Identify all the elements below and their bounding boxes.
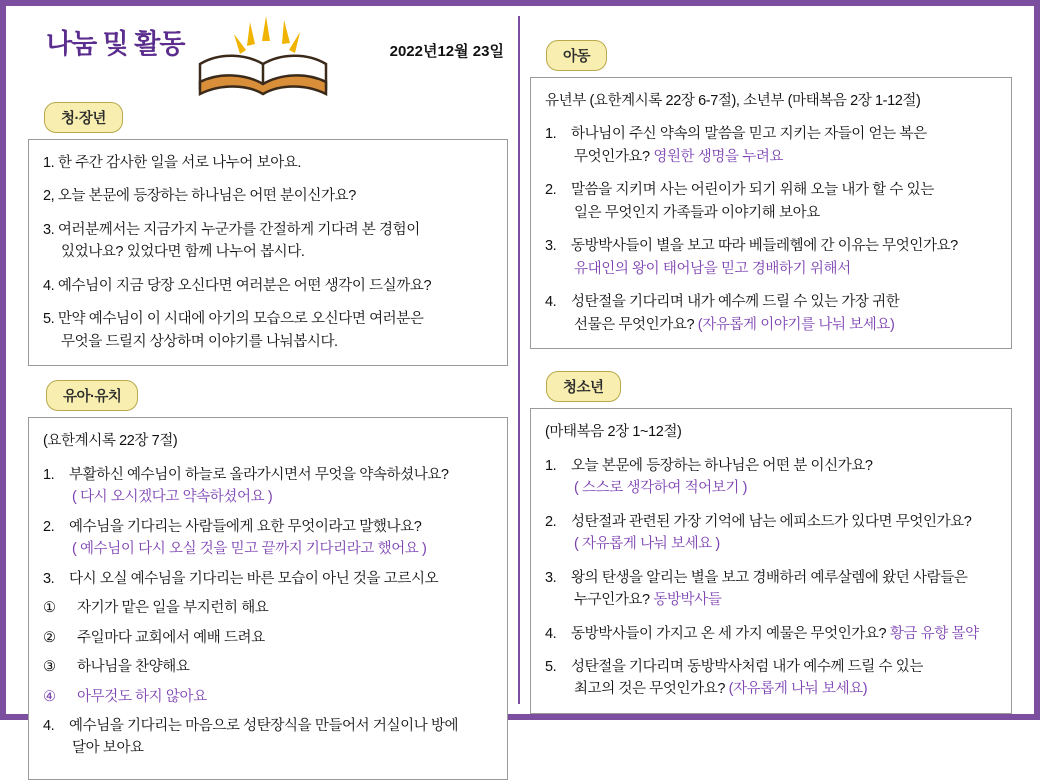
preschool-lead: (요한계시록 22장 7절)	[43, 433, 178, 450]
preschool-item-1-text: 부활하신 예수님이 하늘로 올라가시면서 무엇을 약속하셨나요?	[69, 466, 449, 483]
page-title: 나눔 및 활동	[46, 29, 185, 59]
young-adult-item-3-line2: 있었나요? 있었다면 함께 나누어 봅시다.	[61, 244, 305, 261]
section-label-children: 아동	[546, 40, 607, 71]
children-item-1-num: 1.	[545, 126, 557, 143]
list-item	[545, 123, 997, 168]
youth-item-3-line2-text: 누구인가요?	[574, 592, 650, 609]
youth-item-3-num: 3.	[545, 569, 557, 586]
young-adult-item-5-line2: 무엇을 드릴지 상상하며 이야기를 나눠봅시다.	[61, 333, 338, 350]
young-adult-item-2: 2, 오늘 본문에 등장하는 하나님은 어떤 분이신가요?	[43, 188, 356, 205]
preschool-item-2-answer: ( 예수님이 다시 오실 것을 믿고 끝까지 기다리라고 했어요 )	[72, 541, 427, 558]
section-label-preschool: 유아·유치	[46, 380, 138, 411]
young-adult-item-4: 4. 예수님이 지금 당장 오신다면 여러분은 어떤 생각이 드실까요?	[43, 277, 432, 294]
list-item	[43, 627, 493, 649]
young-adult-item-5-line1: 5. 만약 예수님이 이 시대에 아기의 모습으로 오신다면 여러분은	[43, 311, 424, 328]
children-item-4-num: 4.	[545, 294, 557, 311]
youth-item-1-num: 1.	[545, 457, 557, 474]
children-item-4-line2-text: 선물은 무엇인가요?	[574, 316, 695, 333]
preschool-list	[43, 464, 493, 760]
youth-list	[545, 455, 997, 701]
preschool-choice-1-text: 자기가 맡은 일을 부지런히 해요	[77, 600, 269, 617]
list-item	[43, 686, 493, 708]
youth-item-1-answer: ( 스스로 생각하여 적어보기 )	[574, 480, 748, 497]
list-item	[545, 455, 997, 500]
preschool-choice-4-text: 아무것도 하지 않아요	[77, 688, 207, 705]
youth-item-5-num: 5.	[545, 658, 557, 675]
youth-item-3-answer: 동방박사들	[653, 592, 722, 609]
youth-item-2-answer: ( 자유롭게 나눠 보세요 )	[574, 536, 720, 553]
youth-item-5-line1: 성탄절을 기다리며 동방박사처럼 내가 예수께 드릴 수 있는	[571, 658, 923, 675]
youth-item-3-line1: 왕의 탄생을 알리는 별을 보고 경배하러 예루살렘에 왔던 사람들은	[571, 569, 968, 586]
children-item-1-line2	[571, 146, 997, 168]
preschool-choice-2-mark: ②	[43, 629, 56, 646]
children-lead: 유년부 (요한계시록 22장 6-7절), 소년부 (마태복음 2장 1-12절)	[545, 93, 921, 109]
youth-item-2-num: 2.	[545, 513, 557, 530]
youth-item-4-line1: 동방박사들이 가지고 온 세 가지 예물은 무엇인가요?	[571, 625, 887, 642]
young-adult-item-5	[43, 308, 493, 353]
list-item	[43, 597, 493, 619]
youth-item-5-answer: (자유롭게 나눠 보세요)	[728, 681, 868, 698]
preschool-item-1-answer: ( 다시 오시겠다고 약속하셨어요 )	[72, 489, 273, 506]
children-item-2-line1: 말씀을 지키며 사는 어린이가 되기 위해 오늘 내가 할 수 있는	[571, 182, 934, 199]
preschool-choice-2-text: 주일마다 교회에서 예배 드려요	[77, 629, 265, 646]
section-label-children-wrap	[546, 40, 1012, 71]
youth-item-4-answer: 황금 유향 몰약	[889, 625, 979, 642]
youth-box	[530, 408, 1012, 714]
young-adult-item-3-line1: 3. 여러분께서는 지금가지 누군가를 간절하게 기다려 본 경험이	[43, 221, 420, 238]
children-item-3-num: 3.	[545, 238, 557, 255]
preschool-item-4-num: 4.	[43, 717, 55, 734]
youth-item-2-line1: 성탄절과 관련된 가장 기억에 남는 에피소드가 있다면 무엇인가요?	[571, 513, 972, 530]
document-header	[28, 16, 508, 102]
section-label-preschool-wrap	[46, 380, 508, 411]
preschool-item-3-num: 3.	[43, 570, 55, 587]
document-date: 2022년12월 23일	[389, 43, 504, 60]
right-column	[520, 16, 1022, 704]
young-adult-item-1: 1. 한 주간 감사한 일을 서로 나누어 보아요.	[43, 155, 302, 171]
list-item	[545, 511, 997, 556]
children-item-4-line1: 성탄절을 기다리며 내가 예수께 드릴 수 있는 가장 귀한	[571, 294, 900, 311]
preschool-choice-3-mark: ③	[43, 659, 56, 676]
children-box	[530, 77, 1012, 349]
list-item	[545, 291, 997, 336]
children-list	[545, 123, 997, 336]
children-item-1-line2-text: 무엇인가요?	[574, 148, 650, 165]
preschool-item-3-text: 다시 오실 예수님을 기다리는 바른 모습이 아닌 것을 고르시오	[69, 570, 439, 587]
list-item	[545, 179, 997, 224]
left-column	[18, 16, 520, 757]
preschool-item-4-line2: 달아 보아요	[72, 740, 144, 757]
list-item	[43, 715, 493, 760]
list-item	[43, 464, 493, 509]
youth-item-5-line2-text: 최고의 것은 무엇인가요?	[574, 681, 725, 698]
youth-lead: (마태복음 2장 1~12절)	[545, 424, 682, 441]
list-item	[43, 516, 493, 561]
section-label-youth-wrap	[546, 371, 1012, 402]
preschool-item-2-text: 예수님을 기다리는 사람들에게 요한 무엇이라고 말했나요?	[69, 518, 422, 535]
youth-item-4-num: 4.	[545, 625, 557, 642]
section-label-young-adult: 청·장년	[44, 102, 123, 133]
list-item	[545, 623, 997, 645]
youth-item-1-line1: 오늘 본문에 등장하는 하나님은 어떤 분 이신가요?	[571, 457, 873, 474]
list-item	[545, 656, 997, 701]
preschool-choice-4-mark: ④	[43, 688, 56, 705]
children-item-2-num: 2.	[545, 182, 557, 199]
children-item-1-line1: 하나님이 주신 약속의 말씀을 믿고 지키는 자들이 얻는 복은	[571, 126, 927, 143]
young-adult-item-3	[43, 219, 493, 264]
children-item-1-answer: 영원한 생명을 누려요	[653, 148, 784, 165]
section-label-youth: 청소년	[546, 371, 621, 402]
list-item	[43, 568, 493, 590]
children-item-4-line2	[571, 314, 997, 336]
list-item	[43, 656, 493, 678]
preschool-box	[28, 417, 508, 780]
list-item	[545, 567, 997, 612]
children-item-3-line1: 동방박사들이 별을 보고 따라 베들레헴에 간 이유는 무엇인가요?	[571, 238, 958, 255]
open-book-icon	[188, 16, 338, 100]
preschool-choice-1-mark: ①	[43, 600, 56, 617]
children-item-4-answer: (자유롭게 이야기를 나눠 보세요)	[697, 316, 895, 333]
preschool-item-2-num: 2.	[43, 518, 55, 535]
preschool-item-4-line1: 예수님을 기다리는 마음으로 성탄장식을 만들어서 거실이나 방에	[69, 717, 459, 734]
section-label-young-adult-wrap	[44, 102, 508, 133]
children-item-3-answer: 유대인의 왕이 태어남을 믿고 경배하기 위해서	[574, 260, 851, 277]
list-item	[545, 235, 997, 280]
children-item-2-line2: 일은 무엇인지 가족들과 이야기해 보아요	[574, 204, 820, 221]
young-adult-box	[28, 139, 508, 366]
preschool-item-1-num: 1.	[43, 466, 55, 483]
preschool-choice-3-text: 하나님을 찬양해요	[77, 659, 190, 676]
youth-item-3-line2	[571, 589, 997, 611]
youth-item-5-line2	[571, 678, 997, 700]
